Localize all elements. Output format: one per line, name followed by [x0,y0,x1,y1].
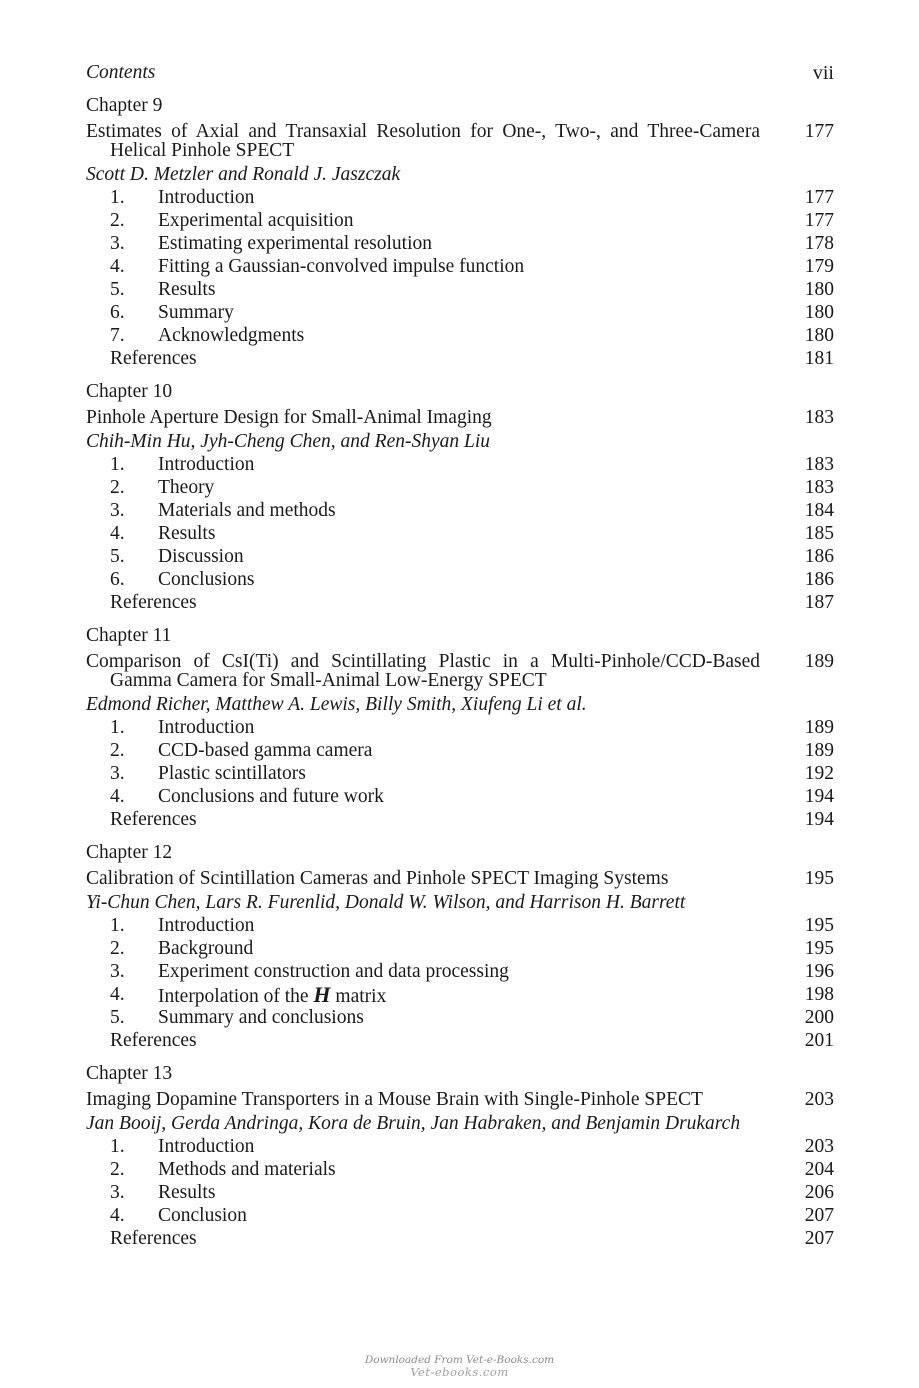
references-label: References [110,1030,197,1051]
section-page-number: 185 [804,523,834,544]
toc-entry[interactable] [86,499,834,522]
toc-entry[interactable] [86,1158,834,1181]
section-page-number: 177 [804,187,834,208]
section-page-number: 200 [804,1007,834,1028]
chapter-page-number: 189 [804,651,834,672]
section-page-number: 203 [804,1136,834,1157]
section-title: Experimental acquisition [158,210,354,231]
running-head-page-number: vii [812,62,834,84]
chapter-title-row [86,1090,834,1109]
toc-entry[interactable] [86,232,834,255]
section-page-number: 177 [804,210,834,231]
section-title: Background [158,938,254,959]
section-number: 7. [110,325,125,346]
toc-entry[interactable] [86,324,834,347]
section-number: 6. [110,302,125,323]
references-label: References [110,1228,197,1249]
running-head [86,62,834,88]
chapter-label: Chapter 13 [86,1063,173,1084]
section-page-number: 186 [804,569,834,590]
references-page-number: 194 [804,809,834,830]
section-title: Results [158,1182,216,1203]
chapter-label: Chapter 11 [86,625,172,646]
section-page-number: 198 [804,984,834,1005]
toc-entry[interactable] [86,545,834,568]
chapter-page-number: 183 [804,407,834,428]
section-number: 5. [110,1007,125,1028]
references-page-number: 187 [804,592,834,613]
section-number: 4. [110,984,125,1005]
toc-entry[interactable] [86,522,834,545]
section-number: 3. [110,500,125,521]
toc-entry[interactable] [86,209,834,232]
toc-entry[interactable] [86,1181,834,1204]
chapter-label: Chapter 10 [86,381,173,402]
section-page-number: 180 [804,279,834,300]
section-title-part: matrix [335,986,387,1007]
section-number: 1. [110,1136,125,1157]
section-title: Acknowledgments [158,325,305,346]
chapter-title[interactable]: Comparison of CsI(Ti) and Scintillating Plastic in a Multi-Pinhole/CCD-Based Gamma Camera for Small-Animal Low-Energy SPECT [86,651,760,691]
chapter-block [86,841,834,1052]
toc-entry[interactable] [86,1006,834,1029]
references-entry[interactable] [86,808,834,831]
section-title: Conclusions and future work [158,786,384,807]
toc-entry[interactable] [86,716,834,739]
references-entry[interactable] [86,591,834,614]
toc-entry[interactable] [86,1204,834,1227]
section-number: 1. [110,187,125,208]
section-title: Introduction [158,1136,255,1157]
section-title: Results [158,279,216,300]
section-number: 5. [110,279,125,300]
running-head-title: Contents [86,62,156,83]
chapter-title-row [86,122,834,160]
section-page-number: 194 [804,786,834,807]
chapter-title[interactable]: Imaging Dopamine Transporters in a Mouse Brain with Single-Pinhole SPECT [86,1089,703,1110]
chapter-title-row [86,408,834,427]
chapter-authors: Jan Booij, Gerda Andringa, Kora de Bruin, Jan Habraken, and Benjamin Drukarch [86,1113,741,1134]
toc-entry[interactable] [86,785,834,808]
chapter-title-row [86,652,834,690]
section-number: 3. [110,233,125,254]
toc-entry[interactable] [86,301,834,324]
section-number: 2. [110,1159,125,1180]
section-title: Plastic scintillators [158,763,306,784]
chapter-title[interactable]: Pinhole Aperture Design for Small-Animal Imaging [86,407,492,428]
toc-entry[interactable] [86,762,834,785]
chapter-block [86,1062,834,1250]
chapter-authors: Chih-Min Hu, Jyh-Cheng Chen, and Ren-Shyan Liu [86,431,491,452]
section-number: 2. [110,938,125,959]
section-title: Introduction [158,454,255,475]
download-watermark [0,1354,919,1378]
section-title: Introduction [158,187,255,208]
section-number: 1. [110,915,125,936]
chapter-page-number: 177 [804,121,834,142]
section-number: 5. [110,546,125,567]
section-page-number: 184 [804,500,834,521]
section-title: Results [158,523,216,544]
toc-entry[interactable] [86,255,834,278]
watermark-line-2: Vet-ebooks.com [410,1365,509,1379]
chapter-block [86,94,834,370]
section-number: 2. [110,740,125,761]
section-page-number: 195 [804,915,834,936]
references-label: References [110,348,197,369]
chapter-title-row [86,869,834,888]
section-title: Summary and conclusions [158,1007,364,1028]
section-page-number: 192 [804,763,834,784]
section-page-number: 180 [804,302,834,323]
toc-entry[interactable] [86,983,834,1006]
chapter-title[interactable]: Estimates of Axial and Transaxial Resolution for One-, Two-, and Three-Camera Helical Pinhole SPECT [86,121,760,161]
section-title: Introduction [158,717,255,738]
references-label: References [110,809,197,830]
chapter-page-number: 203 [804,1089,834,1110]
references-page-number: 201 [804,1030,834,1051]
section-title: Estimating experimental resolution [158,233,433,254]
section-page-number: 207 [804,1205,834,1226]
chapter-block [86,380,834,614]
toc-entry[interactable] [86,739,834,762]
math-symbol: H [313,982,331,1007]
section-page-number: 189 [804,740,834,761]
section-title: Introduction [158,915,255,936]
chapter-page-number: 195 [804,868,834,889]
section-page-number: 206 [804,1182,834,1203]
section-number: 4. [110,786,125,807]
chapter-title[interactable]: Calibration of Scintillation Cameras and Pinhole SPECT Imaging Systems [86,868,669,889]
section-page-number: 196 [804,961,834,982]
toc-entry[interactable] [86,278,834,301]
section-page-number: 179 [804,256,834,277]
section-title: Conclusion [158,1205,247,1226]
section-page-number: 183 [804,477,834,498]
section-page-number: 178 [804,233,834,254]
section-number: 4. [110,256,125,277]
chapter-authors: Scott D. Metzler and Ronald J. Jaszczak [86,164,401,185]
table-of-contents [86,94,834,1260]
references-entry[interactable] [86,1227,834,1250]
chapter-label: Chapter 12 [86,842,173,863]
section-number: 1. [110,454,125,475]
section-number: 4. [110,1205,125,1226]
section-title: Materials and methods [158,500,336,521]
toc-entry[interactable] [86,186,834,209]
section-number: 3. [110,763,125,784]
chapter-label: Chapter 9 [86,95,163,116]
references-entry[interactable] [86,1029,834,1052]
section-page-number: 186 [804,546,834,567]
section-title [158,983,386,1008]
section-number: 4. [110,523,125,544]
toc-entry[interactable] [86,568,834,591]
section-title: Fitting a Gaussian-convolved impulse function [158,256,525,277]
section-page-number: 189 [804,717,834,738]
section-title: Conclusions [158,569,255,590]
references-page-number: 181 [804,348,834,369]
section-number: 2. [110,477,125,498]
section-title: CCD-based gamma camera [158,740,373,761]
section-title: Summary [158,302,234,323]
section-title: Experiment construction and data processing [158,961,509,982]
toc-entry[interactable] [86,1135,834,1158]
section-page-number: 204 [804,1159,834,1180]
references-entry[interactable] [86,347,834,370]
section-number: 3. [110,1182,125,1203]
section-number: 3. [110,961,125,982]
references-page-number: 207 [804,1228,834,1249]
toc-entry[interactable] [86,914,834,937]
toc-entry[interactable] [86,937,834,960]
chapter-authors: Edmond Richer, Matthew A. Lewis, Billy Smith, Xiufeng Li et al. [86,694,587,715]
references-label: References [110,592,197,613]
section-page-number: 180 [804,325,834,346]
toc-entry[interactable] [86,960,834,983]
section-page-number: 195 [804,938,834,959]
section-title: Methods and materials [158,1159,336,1180]
section-number: 6. [110,569,125,590]
section-number: 2. [110,210,125,231]
chapter-block [86,624,834,831]
section-title: Theory [158,477,215,498]
toc-entry[interactable] [86,453,834,476]
toc-entry[interactable] [86,476,834,499]
section-number: 1. [110,717,125,738]
chapter-authors: Yi-Chun Chen, Lars R. Furenlid, Donald W. Wilson, and Harrison H. Barrett [86,892,686,913]
section-title-part: Interpolation of the [158,986,309,1007]
watermark-line-1: Downloaded From Vet-e-Books.com [364,1354,555,1366]
section-title: Discussion [158,546,244,567]
section-page-number: 183 [804,454,834,475]
